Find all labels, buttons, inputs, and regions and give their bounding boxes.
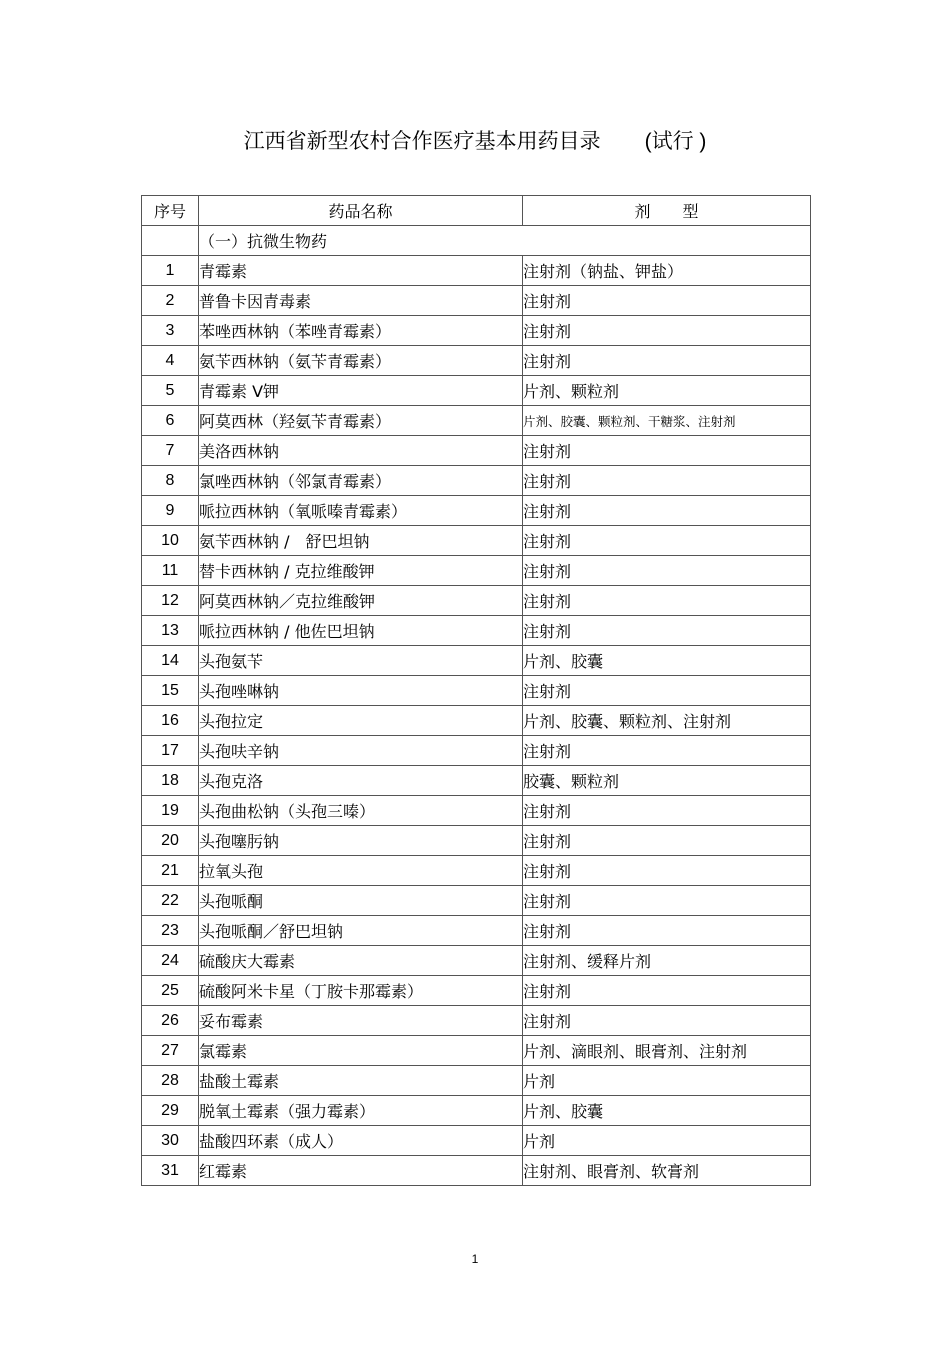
drug-name: 头孢哌酮: [199, 886, 523, 916]
row-number: 19: [142, 796, 199, 826]
drug-name: 妥布霉素: [199, 1006, 523, 1036]
dosage-form: 注射剂: [523, 586, 811, 616]
table-row: [142, 316, 811, 346]
dosage-form: 注射剂（钠盐、钾盐）: [523, 256, 811, 286]
drug-name: 苯唑西林钠（苯唑青霉素）: [199, 316, 523, 346]
dosage-form: 注射剂: [523, 736, 811, 766]
row-number: 6: [142, 406, 199, 436]
row-number: 30: [142, 1126, 199, 1156]
drug-name: 红霉素: [199, 1156, 523, 1186]
table-row: [142, 436, 811, 466]
row-number: 31: [142, 1156, 199, 1186]
dosage-form: 注射剂: [523, 496, 811, 526]
drug-name: 头孢噻肟钠: [199, 826, 523, 856]
drug-name: 头孢哌酮／舒巴坦钠: [199, 916, 523, 946]
row-number: 17: [142, 736, 199, 766]
dosage-form: 片剂、胶囊: [523, 646, 811, 676]
table-row: [142, 1006, 811, 1036]
table-row: [142, 916, 811, 946]
dosage-form: 片剂、胶囊、颗粒剂、注射剂: [523, 706, 811, 736]
row-number: 10: [142, 526, 199, 556]
title-suffix: (试行 ): [644, 130, 707, 153]
dosage-form: 注射剂: [523, 436, 811, 466]
dosage-form: 注射剂: [523, 286, 811, 316]
row-number: 11: [142, 556, 199, 586]
row-number: 13: [142, 616, 199, 646]
row-number: 29: [142, 1096, 199, 1126]
dosage-form: 注射剂: [523, 616, 811, 646]
row-number: 16: [142, 706, 199, 736]
row-number: 27: [142, 1036, 199, 1066]
dosage-form: 片剂、胶囊: [523, 1096, 811, 1126]
row-number: 22: [142, 886, 199, 916]
dosage-form: 注射剂: [523, 1006, 811, 1036]
row-number: 12: [142, 586, 199, 616]
table-row: [142, 496, 811, 526]
row-number: 1: [142, 256, 199, 286]
row-number: 2: [142, 286, 199, 316]
table-row: [142, 406, 811, 436]
drug-name: 青霉素: [199, 256, 523, 286]
table-row: [142, 856, 811, 886]
table-row: [142, 526, 811, 556]
table-row: [142, 706, 811, 736]
drug-name: 替卡西林钠 / 克拉维酸钾: [199, 556, 523, 586]
drug-name: 头孢克洛: [199, 766, 523, 796]
table-row: [142, 886, 811, 916]
page-title: [0, 126, 950, 157]
table-row: [142, 1066, 811, 1096]
dosage-form: 注射剂、眼膏剂、软膏剂: [523, 1156, 811, 1186]
drug-name: 头孢曲松钠（头孢三嗪）: [199, 796, 523, 826]
dosage-form: 注射剂: [523, 316, 811, 346]
section-title: （一）抗微生物药: [199, 226, 811, 256]
drug-name: 普鲁卡因青毒素: [199, 286, 523, 316]
row-number: 3: [142, 316, 199, 346]
table-row: [142, 376, 811, 406]
dosage-form: 片剂: [523, 1126, 811, 1156]
page-number: 1: [471, 1252, 479, 1266]
table-row: [142, 466, 811, 496]
drug-name: 美洛西林钠: [199, 436, 523, 466]
table-row: [142, 826, 811, 856]
table-row: [142, 1096, 811, 1126]
drug-list-table: [141, 195, 811, 1186]
table-row: [142, 1156, 811, 1186]
dosage-form: 注射剂: [523, 346, 811, 376]
drug-name: 盐酸四环素（成人）: [199, 1126, 523, 1156]
dosage-form: 注射剂: [523, 526, 811, 556]
row-number: 9: [142, 496, 199, 526]
table-row: [142, 1126, 811, 1156]
table-row: [142, 736, 811, 766]
table-row: [142, 286, 811, 316]
dosage-form: 注射剂: [523, 886, 811, 916]
drug-name: 阿莫西林钠／克拉维酸钾: [199, 586, 523, 616]
drug-name: 哌拉西林钠 / 他佐巴坦钠: [199, 616, 523, 646]
table-row: [142, 256, 811, 286]
drug-name: 头孢唑啉钠: [199, 676, 523, 706]
row-number: 15: [142, 676, 199, 706]
row-number: 18: [142, 766, 199, 796]
table-row: [142, 946, 811, 976]
drug-name: 脱氧土霉素（强力霉素）: [199, 1096, 523, 1126]
title-text: 江西省新型农村合作医疗基本用药目录: [243, 129, 601, 153]
drug-name: 头孢拉定: [199, 706, 523, 736]
row-number: 20: [142, 826, 199, 856]
drug-name: 拉氧头孢: [199, 856, 523, 886]
drug-name: 青霉素 V钾: [199, 376, 523, 406]
drug-name: 头孢呋辛钠: [199, 736, 523, 766]
dosage-form: 片剂: [523, 1066, 811, 1096]
table-row: [142, 616, 811, 646]
header-name: 药品名称: [199, 196, 523, 226]
table-row: [142, 796, 811, 826]
table-row: [142, 766, 811, 796]
table-row: [142, 676, 811, 706]
row-number: 14: [142, 646, 199, 676]
dosage-form: 胶囊、颗粒剂: [523, 766, 811, 796]
table-row: [142, 346, 811, 376]
dosage-form: 注射剂: [523, 796, 811, 826]
dosage-form: 注射剂: [523, 676, 811, 706]
header-number: 序号: [142, 196, 199, 226]
row-number: 5: [142, 376, 199, 406]
dosage-form: 注射剂: [523, 856, 811, 886]
drug-name: 哌拉西林钠（氧哌嗪青霉素）: [199, 496, 523, 526]
dosage-form: 注射剂: [523, 466, 811, 496]
dosage-form: 片剂、滴眼剂、眼膏剂、注射剂: [523, 1036, 811, 1066]
row-number: 25: [142, 976, 199, 1006]
drug-name: 氯霉素: [199, 1036, 523, 1066]
dosage-form: 注射剂: [523, 916, 811, 946]
dosage-form: 注射剂: [523, 556, 811, 586]
dosage-form: 片剂、颗粒剂: [523, 376, 811, 406]
row-number: 21: [142, 856, 199, 886]
drug-name: 阿莫西林（羟氨苄青霉素）: [199, 406, 523, 436]
drug-name: 硫酸阿米卡星（丁胺卡那霉素）: [199, 976, 523, 1006]
drug-name: 氯唑西林钠（邻氯青霉素）: [199, 466, 523, 496]
row-number: 4: [142, 346, 199, 376]
dosage-form: 注射剂: [523, 826, 811, 856]
table-row: [142, 586, 811, 616]
table-row: [142, 976, 811, 1006]
row-number: 7: [142, 436, 199, 466]
drug-name: 头孢氨苄: [199, 646, 523, 676]
drug-name: 硫酸庆大霉素: [199, 946, 523, 976]
section-number-cell: [142, 226, 199, 256]
table-row: [142, 646, 811, 676]
header-form: 剂 型: [523, 196, 811, 226]
drug-name: 盐酸土霉素: [199, 1066, 523, 1096]
row-number: 24: [142, 946, 199, 976]
row-number: 8: [142, 466, 199, 496]
row-number: 26: [142, 1006, 199, 1036]
drug-name: 氨苄西林钠（氨苄青霉素）: [199, 346, 523, 376]
table-row: [142, 1036, 811, 1066]
section-row: [142, 226, 811, 256]
table-header-row: [142, 196, 811, 226]
table-row: [142, 556, 811, 586]
row-number: 28: [142, 1066, 199, 1096]
dosage-form: 注射剂、缓释片剂: [523, 946, 811, 976]
row-number: 23: [142, 916, 199, 946]
drug-name: 氨苄西林钠 / 舒巴坦钠: [199, 526, 523, 556]
dosage-form: 注射剂: [523, 976, 811, 1006]
dosage-form: 片剂、胶囊、颗粒剂、干糖浆、注射剂: [523, 406, 811, 436]
